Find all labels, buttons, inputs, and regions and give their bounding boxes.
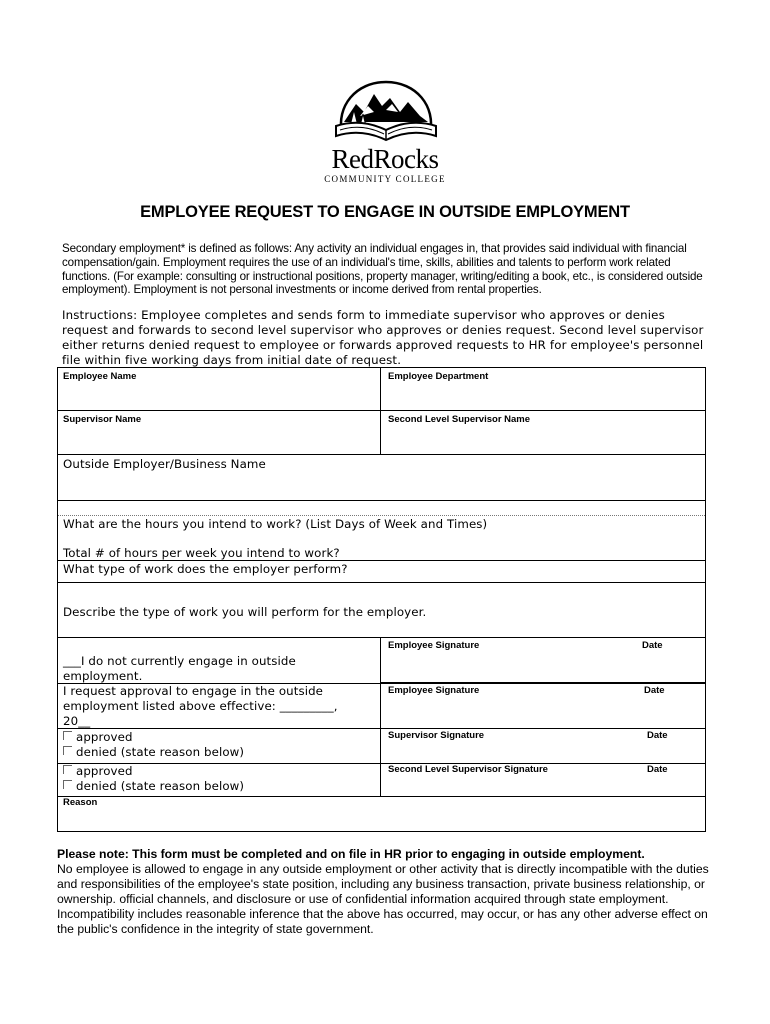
total-hours-question[interactable]: Total # of hours per week you intend to work? xyxy=(63,546,340,560)
date-field[interactable]: Date xyxy=(642,640,663,651)
second-level-supervisor-name-field[interactable]: Second Level Supervisor Name xyxy=(388,414,531,425)
checkbox-icon[interactable] xyxy=(63,780,72,789)
outside-employer-field[interactable]: Outside Employer/Business Name xyxy=(63,457,266,471)
definition-paragraph: Secondary employment* is defined as follows: Any activity an individual engages in, that provides said individual with financial compensation/gain. Employment requires the use of an individual's time, skills, abilities and talents to perform work related functions. (For example: consulting or instructional positions, property manager, writing/editing a book, etc., is considered outside employment). Employment is not personal investments or income derived from rental properties. xyxy=(62,242,703,297)
hours-question[interactable]: What are the hours you intend to work? (List Days of Week and Times) xyxy=(63,517,488,531)
form-rule xyxy=(58,582,705,583)
work-type-question[interactable]: What type of work does the employer perform? xyxy=(63,562,348,576)
supervisor-name-field[interactable]: Supervisor Name xyxy=(63,414,142,425)
second-approved-option[interactable] xyxy=(63,764,133,779)
page-title: EMPLOYEE REQUEST TO ENGAGE IN OUTSIDE EMPLOYMENT xyxy=(140,203,630,221)
checkbox-icon[interactable] xyxy=(63,746,72,755)
college-logo xyxy=(316,76,454,188)
denied-label: denied (state reason below) xyxy=(76,779,245,793)
employee-signature-field[interactable]: Employee Signature xyxy=(388,685,480,696)
supervisor-signature-field[interactable]: Supervisor Signature xyxy=(388,730,485,741)
form-rule xyxy=(58,763,705,764)
checkbox-icon[interactable] xyxy=(63,765,72,774)
date-field[interactable]: Date xyxy=(644,685,665,696)
form-divider xyxy=(380,637,381,797)
instructions-paragraph: Instructions: Employee completes and sends form to immediate supervisor who approves or denies request and forwards to second level supervisor who approves or denies request. Second level supervisor either returns denied request to employee or forwards approved requests to HR for employee's personnel file within five working days from initial date of request. xyxy=(62,308,704,367)
logo-name: RedRocks xyxy=(331,144,439,174)
date-field[interactable]: Date xyxy=(647,764,668,775)
employee-signature-field[interactable]: Employee Signature xyxy=(388,640,480,651)
form-divider xyxy=(380,368,381,455)
describe-work-question[interactable]: Describe the type of work you will perform for the employer. xyxy=(63,605,427,619)
form-rule xyxy=(58,410,705,411)
request-approval-text[interactable]: I request approval to engage in the outside employment listed above effective: _________, 20__ xyxy=(63,684,338,728)
employee-department-field[interactable]: Employee Department xyxy=(388,371,489,382)
denied-label: denied (state reason below) xyxy=(76,745,245,759)
not-engaged-option[interactable]: ___I do not currently engage in outside employment. xyxy=(63,654,296,683)
date-field[interactable]: Date xyxy=(647,730,668,741)
form-rule xyxy=(58,515,705,516)
request-form xyxy=(57,367,706,832)
logo-subtitle: COMMUNITY COLLEGE xyxy=(324,174,446,184)
form-rule xyxy=(58,637,705,638)
approved-label: approved xyxy=(76,730,133,744)
form-rule xyxy=(58,454,705,455)
supervisor-approved-option[interactable] xyxy=(63,730,133,745)
second-denied-option[interactable] xyxy=(63,779,244,794)
incompatibility-note: No employee is allowed to engage in any outside employment or other activity that is directly incompatible with the duties and responsibilities of the employee's state position, including any business transaction, private business relationship, or ownership. official channels, and disclosure or use of confidential information acquired through state employment. Incompatibility includes reasonable inference that the above has occurred, may occur, or has any other adverse effect on the public's confidence in the integrity of state government. xyxy=(57,862,709,936)
form-rule xyxy=(58,500,705,501)
second-level-signature-field[interactable]: Second Level Supervisor Signature xyxy=(388,764,548,775)
form-rule xyxy=(58,796,705,797)
employee-name-field[interactable]: Employee Name xyxy=(63,371,137,382)
reason-field[interactable]: Reason xyxy=(63,797,98,808)
logo-emblem-icon xyxy=(316,76,454,146)
approved-label: approved xyxy=(76,764,133,778)
checkbox-icon[interactable] xyxy=(63,731,72,740)
please-note: Please note: This form must be completed and on file in HR prior to engaging in outside employment. xyxy=(57,847,645,861)
supervisor-denied-option[interactable] xyxy=(63,745,244,760)
